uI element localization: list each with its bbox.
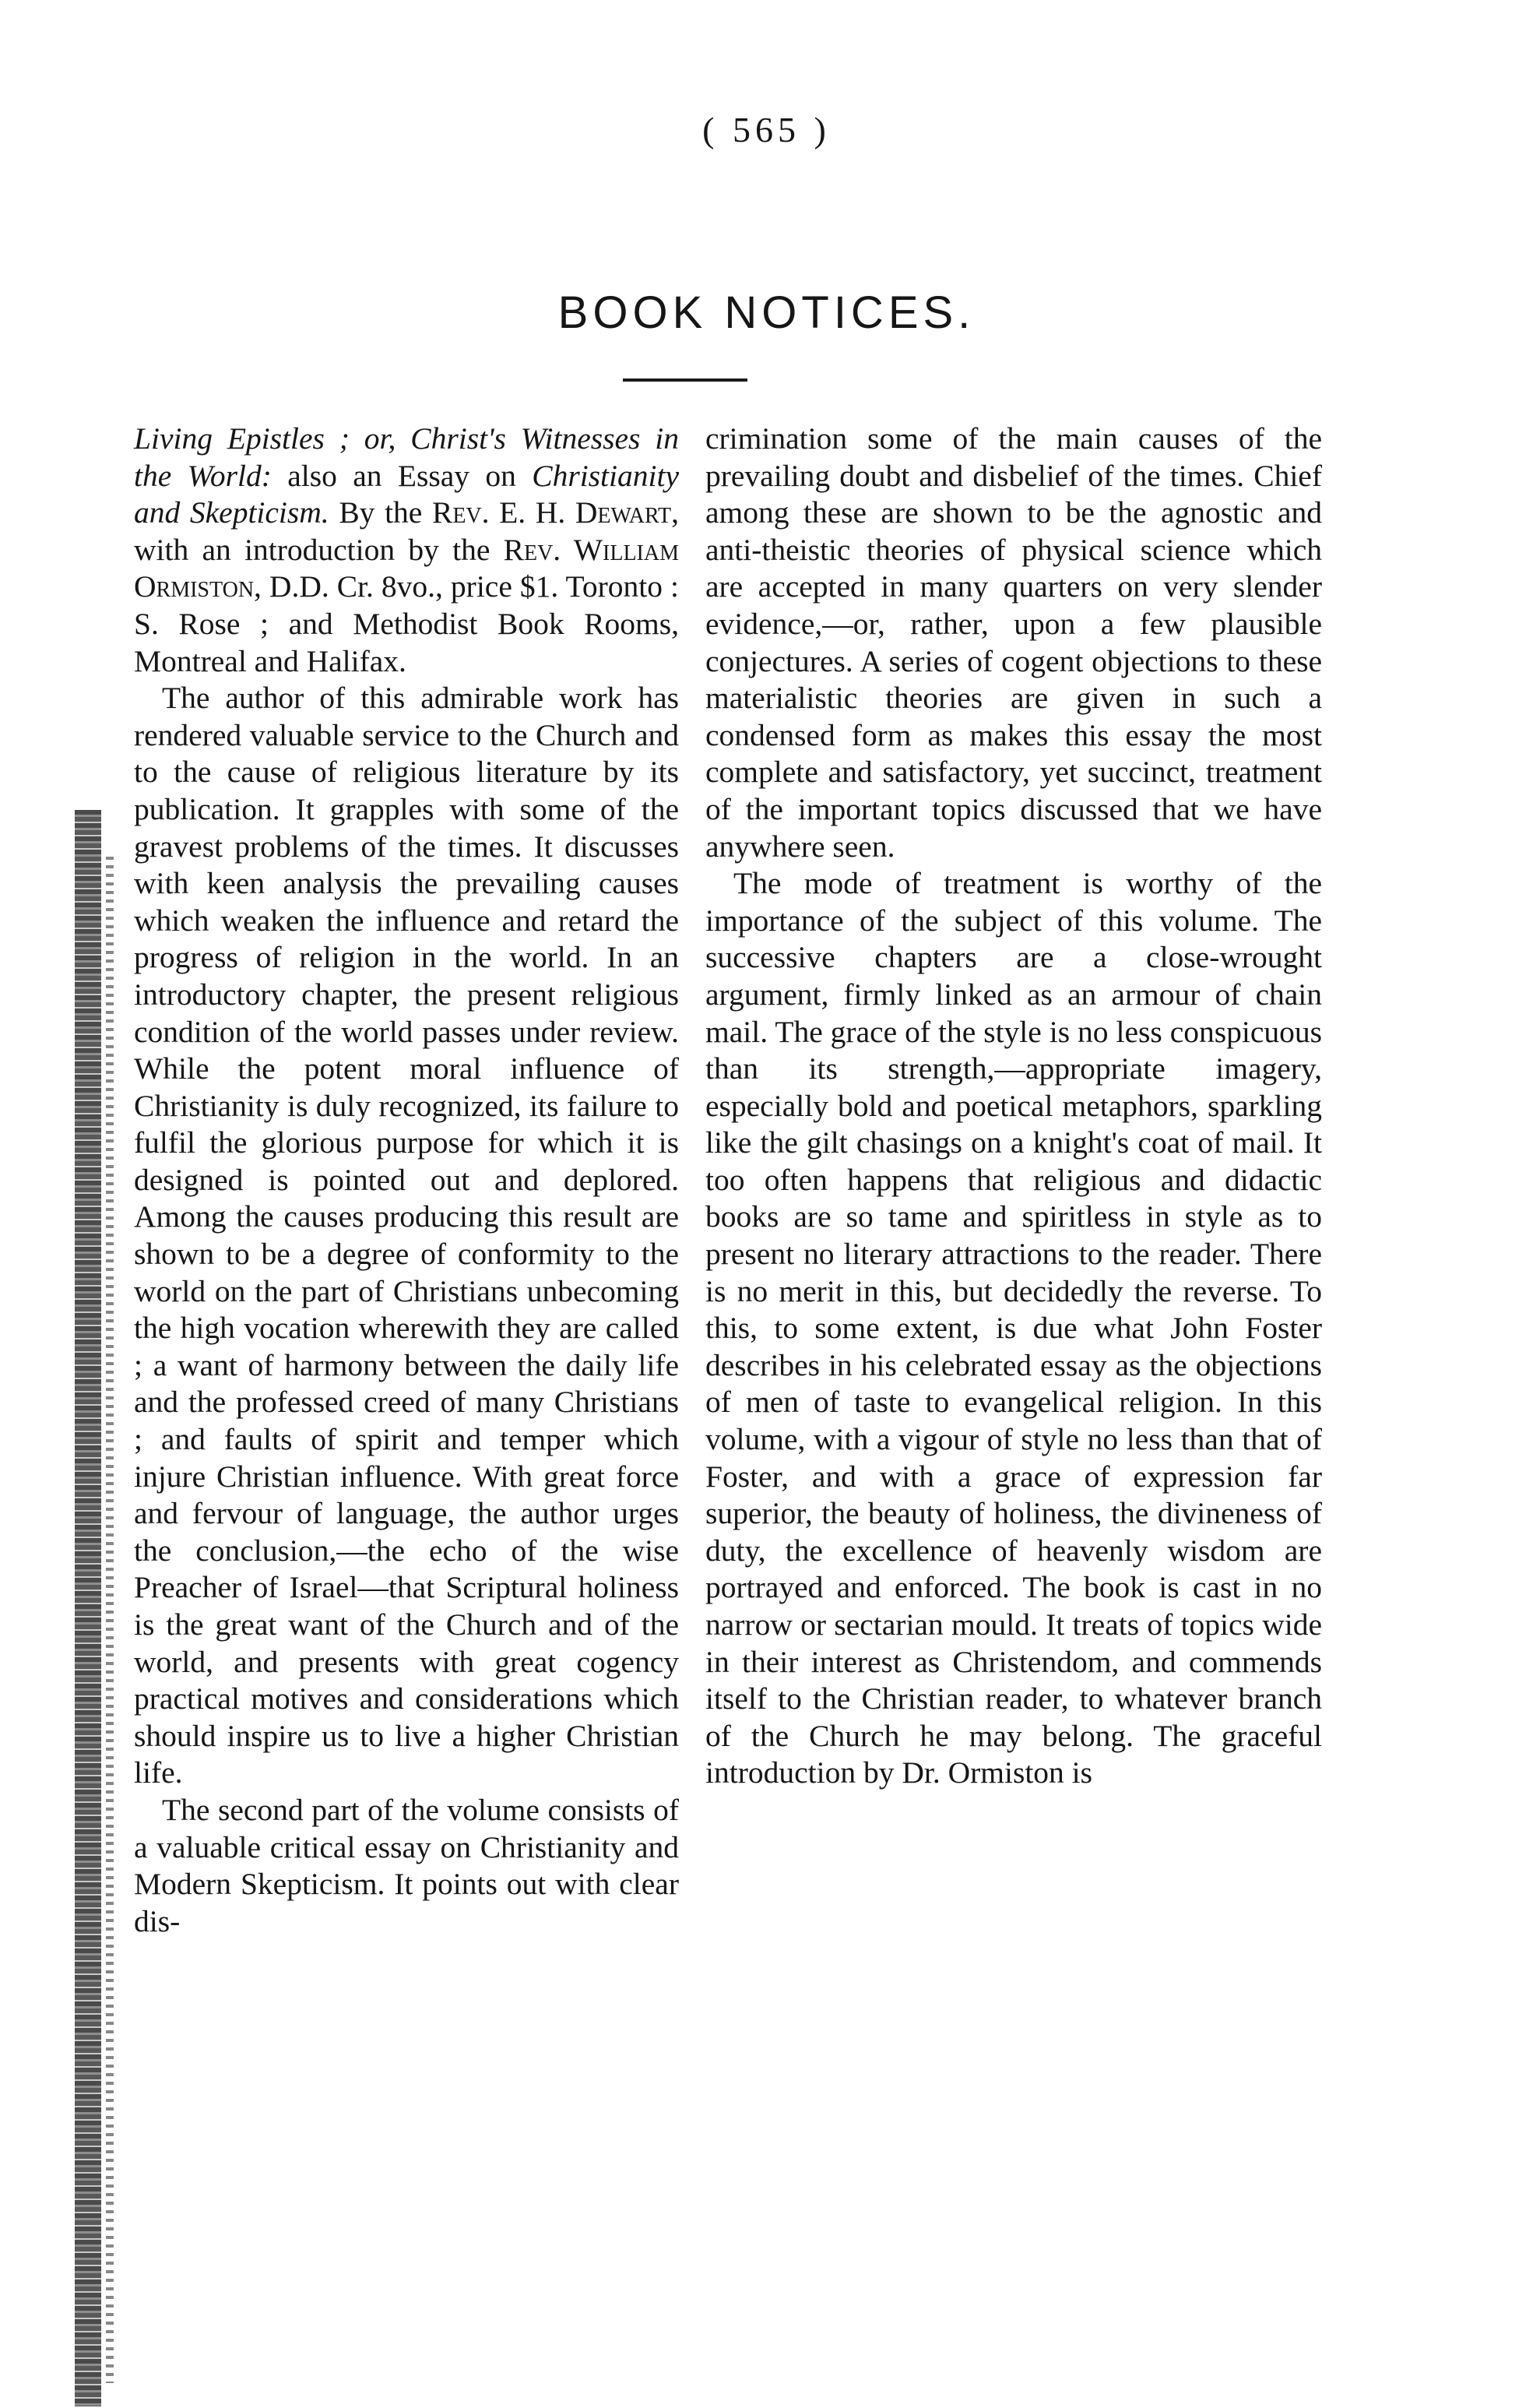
section-title: BOOK NOTICES. bbox=[557, 287, 976, 338]
page-number: ( 565 ) bbox=[702, 110, 831, 150]
book-by: By the bbox=[329, 495, 432, 530]
review-paragraph: The author of this admirable work has rendered valuable service to the Church and to the cause of religious literature by its publication. It grapples with some of the gravest problems of the times. It discusses with keen analysis the prevailing causes which weaken the influence and retard the progress of religion in the world. In an introductory chapter, the present religious condition of the world passes under review. While the potent moral influence of Christianity is duly recognized, its failure to fulfil the glorious purpose for which it is designed is pointed out and deplored. Among the causes producing this result are shown to be a degree of conformity to the world on the part of Christians unbecoming the high vocation wherewith they are called ; a want of harmony between the daily life and the professed creed of many Christians ; and faults of spirit and temper which injure Christian influence. With great force and fervour of language, the author urges the conclusion,—the echo of the wise Preacher of Israel—that Scriptural holiness is the great want of the Church and of the world, and presents with great cogency practical motives and considerations which should inspire us to live a higher Christian life. bbox=[134, 681, 679, 1790]
review-paragraph: The second part of the volume consists of a valuable critical essay on Christianity and Modern Skepticism. It points out with clear dis- bbox=[134, 1792, 679, 1938]
book-notice-header bbox=[134, 421, 679, 680]
review-paragraph: The mode of treatment is worthy of the importance of the subject of this volume. The successive chapters are a close-wrought argument, firmly linked as an armour of chain mail. The grace of the style is no less conspicuous than its strength,—appropriate imagery, especially bold and poetical metaphors, sparkling like the gilt chasings on a knight's coat of mail. It too often happens that religious and didactic books are so tame and spiritless in style as to present no literary attractions to the reader. There is no merit in this, but decidedly the reverse. To this, to some extent, is due what John Foster describes in his celebrated essay as the objections of men of taste to evangelical religion. In this volume, with a vigour of style no less than that of Foster, and with a grace of expression far superior, the beauty of holiness, the divineness of duty, the excellence of heavenly wisdom are portrayed and enforced. The book is cast in no narrow or sectarian mould. It treats of topics wide in their interest as Christendom, and commends itself to the Christian reader, to whatever branch of the Church he may belong. The graceful introduction by Dr. Ormiston is bbox=[705, 866, 1322, 1790]
book-author: Rev. E. H. Dewart bbox=[431, 495, 672, 530]
book-intro-author: Rev. William Ormiston bbox=[134, 532, 679, 604]
left-column bbox=[134, 421, 679, 1940]
book-title-part-2: Christianity and Skepticism. bbox=[134, 458, 679, 530]
review-paragraph: crimination some of the main causes of the prevailing doubt and disbelief of the times. Chief among these are shown to be the agnostic and anti-theistic theories of physical science which are accepted in many quarters on very slender evidence,—or, rather, upon a few plausible conjectures. A series of cogent objections to these materialistic theories are given in such a condensed form as makes this essay the most complete and satisfactory, yet succinct, treatment of the important topics discussed that we have anywhere seen. bbox=[705, 421, 1322, 864]
book-title-part-1: Living Epistles ; or, Christ's Witnesses in the World: bbox=[134, 421, 679, 493]
title-rule bbox=[623, 378, 747, 382]
book-title-connector: also an Essay on bbox=[271, 458, 533, 493]
right-column bbox=[705, 421, 1322, 1792]
book-publication-details: , D.D. Cr. 8vo., price $1. Toronto : S. Rose ; and Methodist Book Rooms, Montreal and Halifax. bbox=[134, 569, 679, 678]
scan-binding-edge-inner bbox=[106, 857, 114, 2383]
scan-binding-edge bbox=[75, 810, 101, 2406]
book-with-intro: , with an introduction by the bbox=[134, 495, 679, 567]
